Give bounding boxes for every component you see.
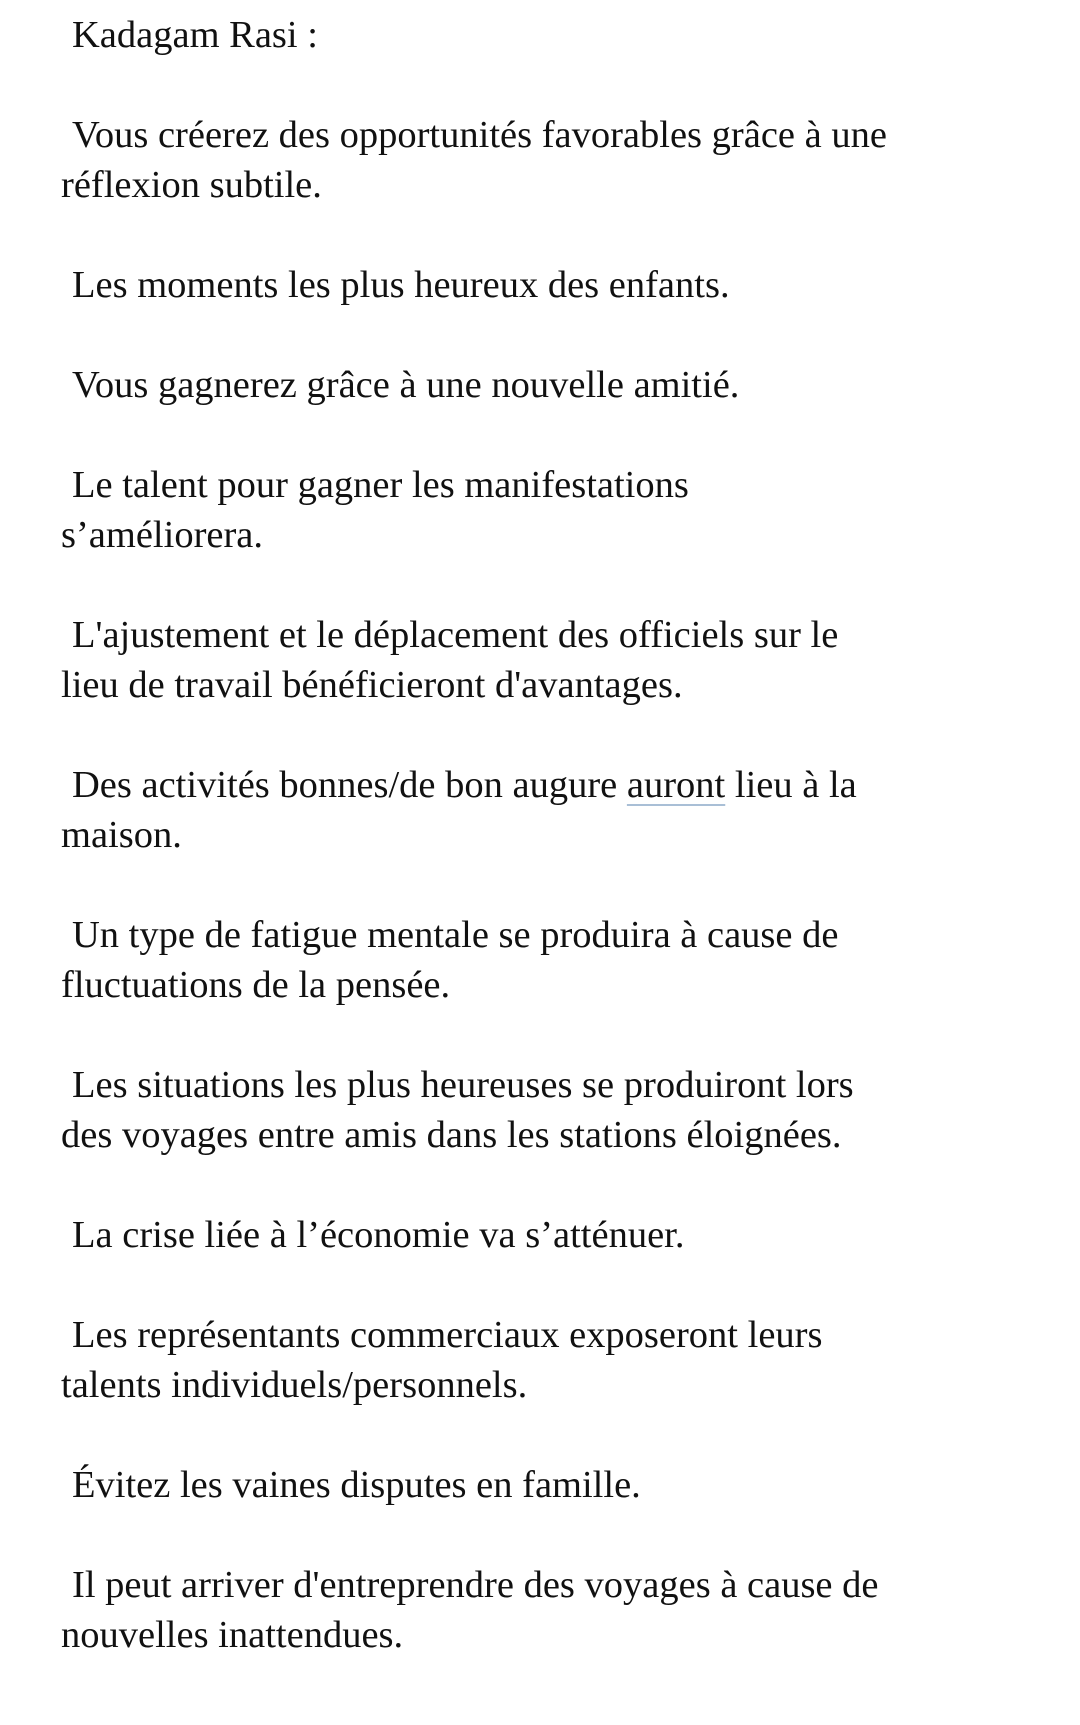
paragraph-line: nouvelles inattendues.	[61, 1614, 404, 1656]
paragraph-line: réflexion subtile.	[61, 164, 322, 206]
paragraph-line: lieu de travail bénéficieront d'avantages.	[61, 664, 683, 706]
paragraph-line: talents individuels/personnels.	[61, 1364, 528, 1406]
paragraph-line: Vous gagnerez grâce à une nouvelle amitié.	[72, 364, 740, 406]
paragraph-line-start	[61, 764, 857, 806]
paragraph-line: La crise liée à l’économie va s’atténuer.	[72, 1214, 685, 1256]
paragraph	[61, 1560, 1021, 1660]
paragraph-line: maison.	[61, 814, 182, 856]
title-text: Kadagam Rasi :	[72, 14, 318, 56]
paragraph-text: Des activités bonnes/de bon augure	[72, 764, 627, 806]
paragraph-line: L'ajustement et le déplacement des officiels sur le	[72, 614, 839, 656]
paragraph-line: Vous créerez des opportunités favorables grâce à une	[72, 114, 887, 156]
paragraph	[61, 610, 1021, 710]
paragraph	[61, 1210, 1021, 1260]
paragraph	[61, 360, 1021, 410]
paragraph-line: Les situations les plus heureuses se produiront lors	[72, 1064, 854, 1106]
paragraph-line: Les moments les plus heureux des enfants.	[72, 264, 730, 306]
paragraph-line: Évitez les vaines disputes en famille.	[72, 1464, 641, 1506]
paragraph	[61, 260, 1021, 310]
paragraph-line: des voyages entre amis dans les stations éloignées.	[61, 1114, 842, 1156]
paragraph-line: Les représentants commerciaux exposeront leurs	[72, 1314, 823, 1356]
paragraph	[61, 1310, 1021, 1410]
paragraph-line: Le talent pour gagner les manifestations	[72, 464, 689, 506]
paragraph	[61, 1060, 1021, 1160]
document-body	[61, 10, 1021, 1710]
paragraph	[61, 910, 1021, 1010]
spellcheck-flagged-word[interactable]: auront	[626, 764, 726, 806]
paragraph-line: fluctuations de la pensée.	[61, 964, 451, 1006]
paragraph-line: Il peut arriver d'entreprendre des voyages à cause de	[72, 1564, 879, 1606]
paragraph-line: s’améliorera.	[61, 514, 264, 556]
paragraph	[61, 1460, 1021, 1510]
paragraph-line: Un type de fatigue mentale se produira à cause de	[72, 914, 839, 956]
paragraph	[61, 760, 1021, 860]
paragraph	[61, 110, 1021, 210]
paragraph-text: lieu à la	[725, 764, 857, 806]
paragraph	[61, 460, 1021, 560]
document-title	[61, 10, 1021, 60]
